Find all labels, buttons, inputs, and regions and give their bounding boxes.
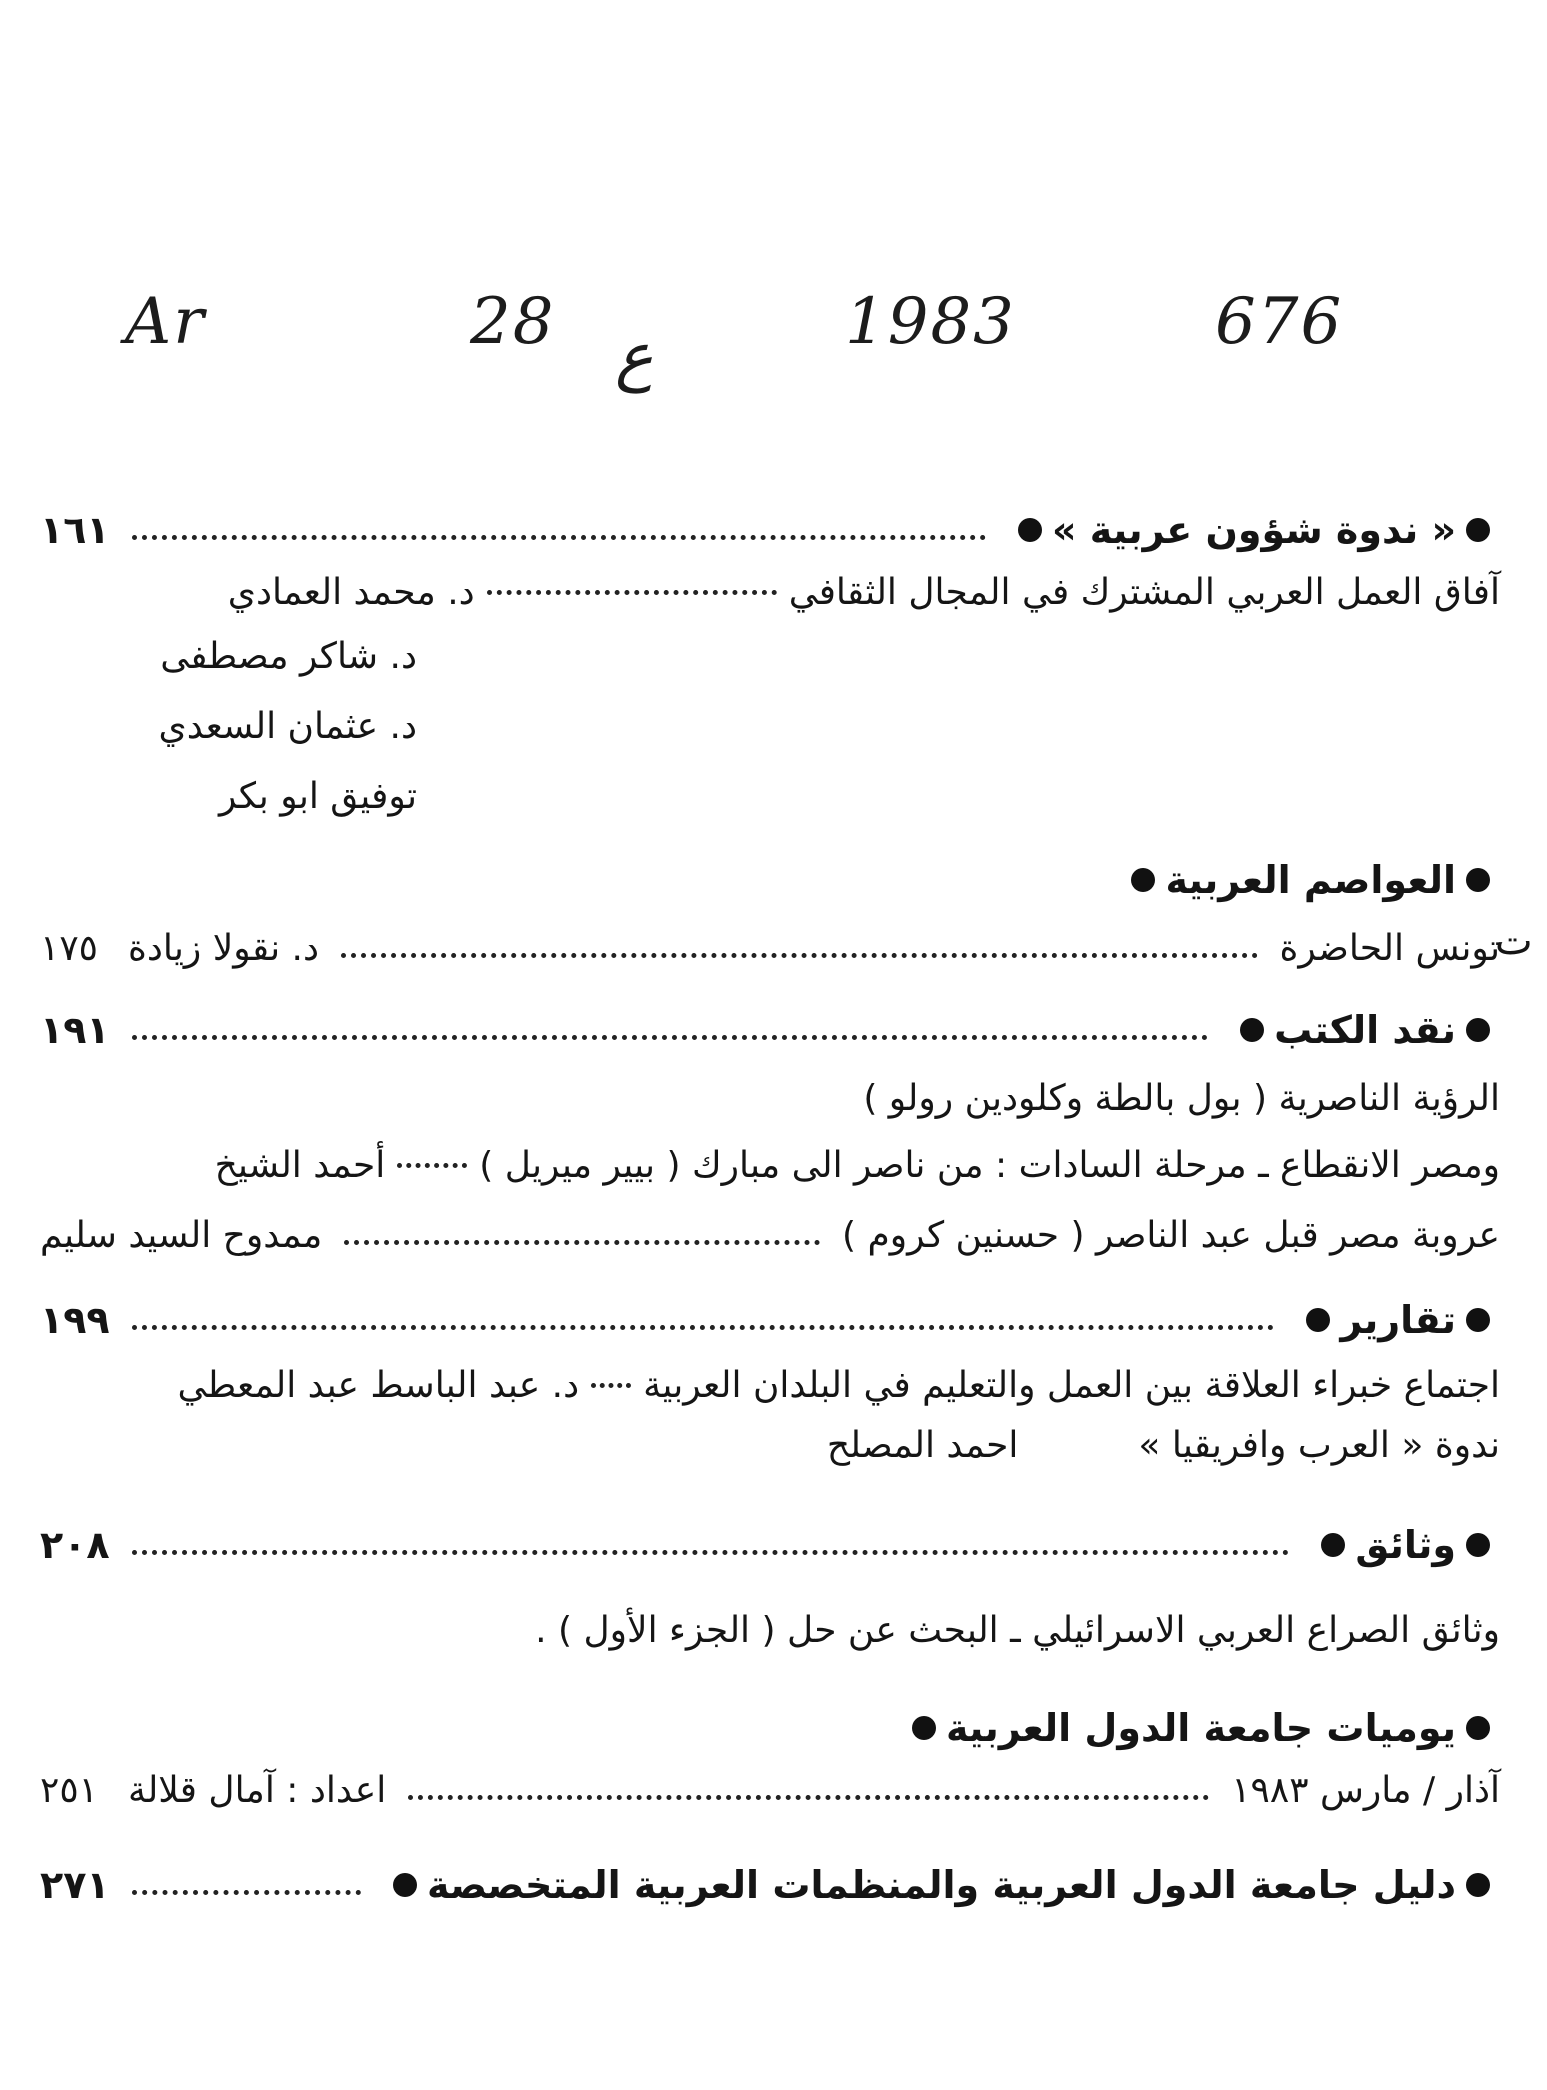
- section-documents-heading: [40, 1515, 1500, 1575]
- entry-row: [40, 1068, 1500, 1128]
- section-title: العواصم العربية: [1165, 858, 1456, 902]
- section-title: « ندوة شؤون عربية »: [1052, 508, 1456, 552]
- entry-title: اجتماع خبراء العلاقة بين العمل والتعليم في البلدان العربية: [643, 1364, 1500, 1406]
- section-title: وثائق: [1355, 1523, 1456, 1567]
- handwritten-ref: 676: [1215, 285, 1344, 359]
- entry-author: د. عبد الباسط عبد المعطي: [177, 1364, 580, 1406]
- entry-title: تونس الحاضرة: [1279, 927, 1500, 969]
- entry-author: أحمد الشيخ: [214, 1144, 386, 1186]
- bullet-icon: [1018, 518, 1042, 542]
- section-capitals-heading: [40, 850, 1500, 910]
- leader-dots: [132, 1035, 1208, 1040]
- bullet-icon: [1306, 1308, 1330, 1332]
- bullet-icon: [1466, 1308, 1490, 1332]
- entry-row: [40, 562, 1500, 622]
- entry-author: اعداد : آمال قلالة: [128, 1769, 387, 1811]
- entry-title: الرؤية الناصرية ( بول بالطة وكلودين رولو ): [863, 1077, 1500, 1119]
- entry-author: احمد المصلح: [826, 1424, 1019, 1466]
- bullet-icon: [1131, 868, 1155, 892]
- entry-row: [40, 1135, 1500, 1195]
- leader-dots: [132, 1325, 1275, 1330]
- entry-row: [40, 918, 1500, 978]
- section-title: دليل جامعة الدول العربية والمنظمات العربية المتخصصة: [427, 1863, 1456, 1907]
- section-title: يوميات جامعة الدول العربية: [946, 1706, 1456, 1750]
- entry-author: د. نقولا زيادة: [128, 927, 320, 969]
- entry-row: [40, 1355, 1500, 1415]
- entry-author: د. محمد العمادي: [227, 571, 475, 613]
- leader-dots: [397, 1163, 467, 1168]
- bullet-icon: [1321, 1533, 1345, 1557]
- entry-title: ندوة « العرب وافريقيا »: [1138, 1424, 1500, 1466]
- bullet-icon: [1466, 1716, 1490, 1740]
- bullet-icon: [1466, 868, 1490, 892]
- bullet-icon: [1466, 1873, 1490, 1897]
- section-guide-heading: [40, 1855, 1500, 1915]
- leader-dots: [132, 1890, 361, 1895]
- section-diary-heading: [40, 1698, 1500, 1758]
- entry-title: آفاق العمل العربي المشترك في المجال الثقافي: [788, 571, 1500, 613]
- entry-title: وثائق الصراع العربي الاسرائيلي ـ البحث عن حل ( الجزء الأول ) .: [535, 1609, 1500, 1651]
- page-number: ١٩١: [40, 1008, 110, 1052]
- bullet-icon: [1466, 1018, 1490, 1042]
- entry-title: آذار / مارس ١٩٨٣: [1231, 1769, 1500, 1811]
- entry-row: [40, 1205, 1500, 1265]
- margin-mark: ت: [1495, 918, 1533, 964]
- section-reports-heading: [40, 1290, 1500, 1350]
- bullet-icon: [912, 1716, 936, 1740]
- section-title: تقارير: [1340, 1298, 1456, 1342]
- handwritten-number: 28: [470, 285, 556, 359]
- handwritten-year: 1983: [845, 285, 1016, 359]
- handwritten-code: Ar: [125, 285, 206, 359]
- entry-title: عروبة مصر قبل عبد الناصر ( حسنين كروم ): [841, 1214, 1500, 1256]
- section-books-heading: [40, 1000, 1500, 1060]
- bullet-icon: [1240, 1018, 1264, 1042]
- bullet-icon: [393, 1873, 417, 1897]
- page-number: ١٦١: [40, 508, 110, 552]
- page-number: ٢٥١: [40, 1769, 99, 1811]
- leader-dots: [408, 1795, 1209, 1800]
- section-title: نقد الكتب: [1274, 1008, 1456, 1052]
- entry-row: [40, 1415, 1500, 1475]
- entry-row: [40, 1760, 1500, 1820]
- leader-dots: [344, 1240, 820, 1245]
- bullet-icon: [1466, 1533, 1490, 1557]
- bullet-icon: [1466, 518, 1490, 542]
- entry-author: ممدوح السيد سليم: [40, 1214, 323, 1256]
- leader-dots: [132, 535, 986, 540]
- page-number: ١٧٥: [40, 927, 99, 969]
- page-number: ١٩٩: [40, 1298, 110, 1342]
- page-number: ٢٧١: [40, 1863, 110, 1907]
- handwritten-letter: ع: [615, 320, 654, 394]
- entry-title: ومصر الانقطاع ـ مرحلة السادات : من ناصر الى مبارك ( بيير ميريل ): [479, 1144, 1500, 1186]
- entry-author: د. شاكر مصطفى: [160, 636, 417, 677]
- page-number: ٢٠٨: [40, 1523, 110, 1567]
- section-nadwa-heading: [40, 500, 1500, 560]
- entry-row: [40, 1600, 1500, 1660]
- leader-dots: [341, 953, 1258, 958]
- leader-dots: [132, 1550, 1290, 1555]
- leader-dots: [591, 1383, 631, 1388]
- leader-dots: [487, 590, 777, 595]
- entry-author: د. عثمان السعدي: [158, 706, 417, 747]
- entry-author: توفيق ابو بكر: [219, 776, 417, 817]
